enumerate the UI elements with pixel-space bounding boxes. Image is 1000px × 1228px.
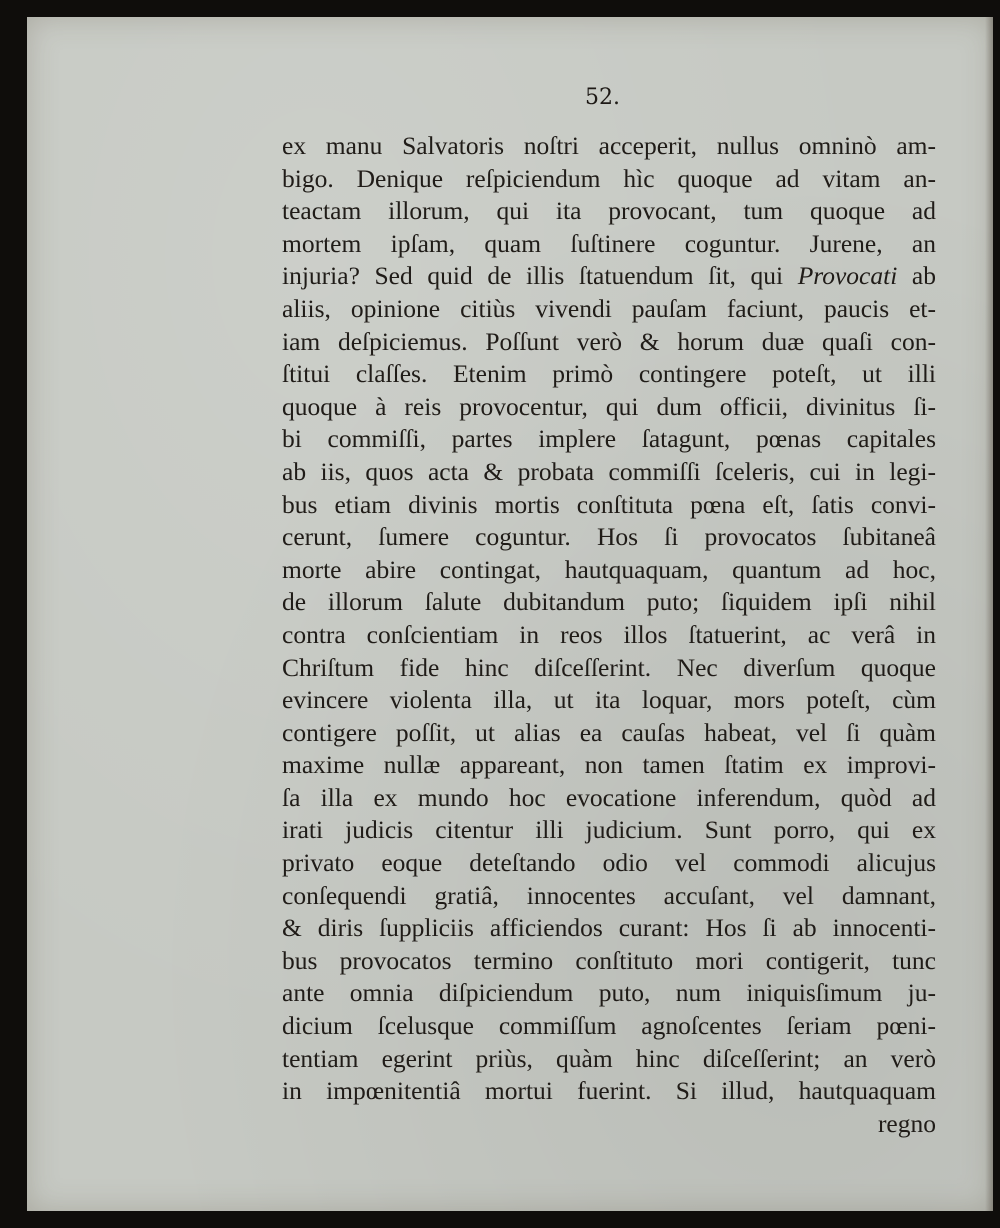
text-line: mortem ipſam, quam ſuſtinere coguntur. Jurene, an (282, 228, 936, 258)
text-line: maxime nullæ appareant, non tamen ſtatim ex improvi- (282, 750, 936, 780)
text-line: evincere violenta illa, ut ita loquar, mors poteſt, cùm (282, 685, 936, 715)
text-line: bi commiſſi, partes implere ſatagunt, pœnas capitales (282, 424, 936, 454)
page-number: 52. (585, 85, 620, 110)
catchword: regno (877, 1108, 936, 1138)
book-page (27, 17, 993, 1211)
text-line: iam deſpiciemus. Poſſunt verò & horum duæ quaſi con- (282, 326, 936, 356)
text-line: privato eoque deteſtando odio vel commodi alicujus (282, 848, 936, 878)
text-line: bus etiam divinis mortis conſtituta pœna eſt, ſatis convi- (282, 489, 936, 519)
text-line: ſtitui claſſes. Etenim primò contingere poteſt, ut illi (282, 359, 936, 389)
text-line: in impœnitentiâ mortui fuerint. Si illud, hautquaquam (282, 1076, 936, 1106)
text-line: irati judicis citentur illi judicium. Sunt porro, qui ex (282, 815, 936, 845)
text-line: morte abire contingat, hautquaquam, quantum ad hoc, (282, 554, 936, 584)
page-edge-shadow (985, 17, 993, 1211)
body-text (282, 130, 936, 1140)
text-line: ex manu Salvatoris noſtri acceperit, nullus omninò am- (282, 131, 936, 160)
text-line: ab iis, quos acta & probata commiſſi ſceleris, cui in legi- (282, 456, 936, 486)
text-line: dicium ſcelusque commiſſum agnoſcentes ſeriam pœni- (282, 1011, 936, 1041)
text-line: tentiam egerint priùs, quàm hinc diſceſſerint; an verò (282, 1043, 936, 1073)
text-line: contigere poſſit, ut alias ea cauſas habeat, vel ſi quàm (282, 717, 936, 747)
text-line: de illorum ſalute dubitandum puto; ſiquidem ipſi nihil (282, 587, 936, 617)
text-line: & diris ſuppliciis afficiendos curant: Hos ſi ab innocenti- (282, 913, 936, 943)
text-line: ſa illa ex mundo hoc evocatione inferendum, quòd ad (282, 782, 936, 812)
text-line-with-italic (282, 260, 936, 293)
text-line: conſequendi gratiâ, innocentes accuſant, vel damnant, (282, 880, 936, 910)
text-segment: ab (897, 261, 936, 291)
text-line: ante omnia diſpiciendum puto, num iniquisſimum ju- (282, 978, 936, 1008)
text-line: cerunt, ſumere coguntur. Hos ſi provocatos ſubitaneâ (282, 522, 936, 552)
italic-term: Provocati (797, 261, 898, 291)
text-line: teactam illorum, qui ita provocant, tum quoque ad (282, 196, 936, 226)
text-segment: injuria? Sed quid de illis ſtatuendum ſit, qui (282, 261, 798, 291)
text-line: Chriſtum fide hinc diſceſſerint. Nec diverſum quoque (282, 652, 936, 682)
text-line: bus provocatos termino conſtituto mori contigerit, tunc (282, 945, 936, 975)
text-line: aliis, opinione citiùs vivendi pauſam faciunt, paucis et- (282, 293, 936, 323)
text-line: bigo. Denique reſpiciendum hìc quoque ad vitam an- (282, 163, 936, 193)
text-line: quoque à reis provocentur, qui dum officii, divinitus ſi- (282, 391, 936, 421)
text-line: contra conſcientiam in reos illos ſtatuerint, ac verâ in (282, 619, 936, 649)
